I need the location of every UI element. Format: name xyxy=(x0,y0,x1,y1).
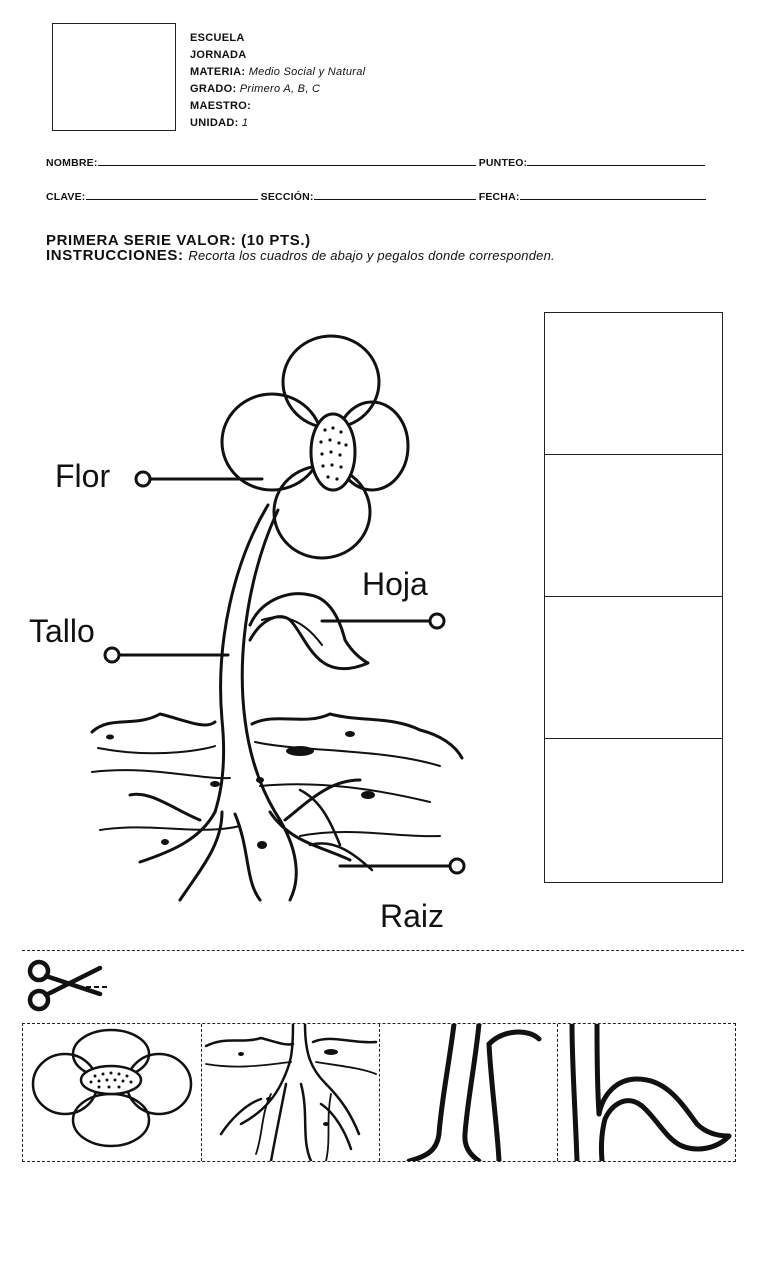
materia-row: MATERIA: Medio Social y Natural xyxy=(190,66,366,78)
cutout-roots-image xyxy=(201,1024,379,1161)
answer-boxes xyxy=(544,312,723,883)
answer-box[interactable] xyxy=(545,597,722,739)
nombre-punteo-row xyxy=(46,155,705,169)
school-header xyxy=(190,30,365,132)
answer-box[interactable] xyxy=(545,313,722,455)
clave-field[interactable] xyxy=(86,189,258,200)
unidad-row: UNIDAD: 1 xyxy=(190,117,249,129)
maestro-row: MAESTRO: xyxy=(190,100,252,112)
serie-block xyxy=(46,233,555,263)
serie-title: PRIMERA SERIE VALOR: (10 PTS.) xyxy=(46,232,311,249)
grado-row: GRADO: Primero A, B, C xyxy=(190,83,321,95)
fecha-label: FECHA: xyxy=(478,191,520,203)
nombre-label: NOMBRE: xyxy=(46,157,98,169)
cutout-strip xyxy=(22,1023,736,1162)
cutout-flower-image xyxy=(23,1024,201,1161)
seccion-field[interactable] xyxy=(314,189,476,200)
label-flor: Flor xyxy=(55,458,111,494)
escuela-row: ESCUELA xyxy=(190,32,245,44)
label-hoja: Hoja xyxy=(362,566,428,602)
cut-line xyxy=(22,950,744,951)
punteo-field[interactable] xyxy=(527,155,705,166)
cutout-leaf-image xyxy=(557,1024,735,1161)
answer-box[interactable] xyxy=(545,739,722,880)
answer-box[interactable] xyxy=(545,455,722,597)
instr-label: INSTRUCCIONES: xyxy=(46,247,184,264)
stem-right xyxy=(242,510,278,812)
label-raiz: Raiz xyxy=(380,898,445,934)
jornada-row: JORNADA xyxy=(190,49,247,61)
scissors-icon xyxy=(26,958,110,1014)
clave-seccion-fecha-row xyxy=(46,189,706,203)
fecha-field[interactable] xyxy=(520,189,706,200)
flower-center xyxy=(311,414,355,490)
cutout-hoja[interactable] xyxy=(557,1024,735,1161)
ground-top xyxy=(92,714,462,758)
petal-left xyxy=(222,394,322,490)
instr-text: Recorta los cuadros de abajo y pegalos donde corresponden. xyxy=(188,248,555,263)
cutout-stem-image xyxy=(379,1024,557,1161)
cutout-tallo[interactable] xyxy=(379,1024,557,1161)
punteo-label: PUNTEO: xyxy=(478,157,528,169)
nombre-field[interactable] xyxy=(98,155,476,166)
seccion-label: SECCIÓN: xyxy=(260,191,314,203)
clave-label: CLAVE: xyxy=(46,191,86,203)
cutout-raiz[interactable] xyxy=(201,1024,379,1161)
logo-box xyxy=(52,23,176,131)
cutout-flor[interactable] xyxy=(23,1024,201,1161)
label-tallo: Tallo xyxy=(29,613,95,649)
